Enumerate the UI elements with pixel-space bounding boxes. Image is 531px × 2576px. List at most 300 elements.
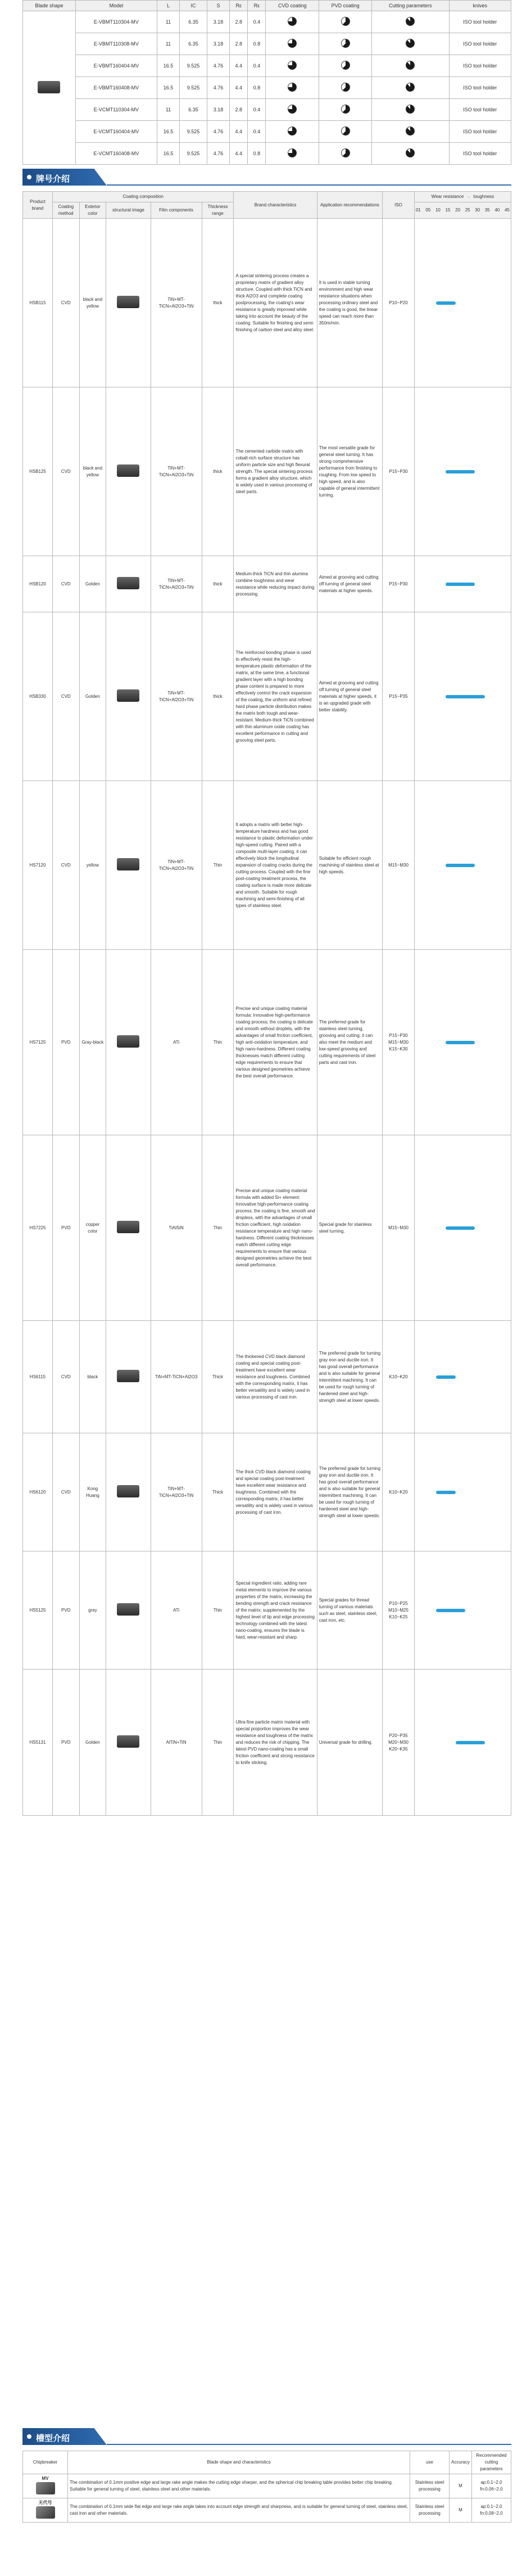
- chipbreaker-image: [36, 2482, 55, 2494]
- characteristics-cell: Precise and unique coating material formula: Innovative high-performance coating process; the coating is delicate and smooth without droplets, with the advantages of small friction coefficient, high anti-oxidation temperature, and high nano-hardness. Different coating thicknesses match different cutting edge requirements to ensure that various designed geometries achieve the best overall performance.: [234, 950, 317, 1135]
- iso-cell: P15~P35: [383, 612, 415, 781]
- knives-cell: ISO tool holder: [449, 55, 511, 77]
- wear-cell: [414, 219, 511, 387]
- thickness-cell: Thin: [202, 1135, 234, 1321]
- structure-image: [106, 1551, 151, 1670]
- method-cell: CVD: [52, 556, 79, 612]
- structure-image-swatch: [117, 296, 139, 308]
- coating-pie-icon: [288, 148, 297, 157]
- characteristics-cell: A special sintering process creates a proprietary matrix of gradient alloy structure. Coupled with thick TiCN and thick Al2O3 and complete coating postprocessing, the coating's wear resistance is greatly improved while taking into account the beauty of the coating. Suitable for finishing and semi-finishing of carbon steel and alloy steel.: [234, 219, 317, 387]
- l-cell: 16.5: [157, 143, 179, 165]
- structure-image-swatch: [117, 1735, 139, 1748]
- model-cell[interactable]: E-VCMT110304-MV: [75, 99, 157, 121]
- cvd-cell: [266, 77, 319, 99]
- color-cell: Golden: [79, 1670, 106, 1816]
- wear-scale: [414, 202, 511, 219]
- brand-cell: HSB120: [23, 556, 53, 612]
- knives-cell: ISO tool holder: [449, 11, 511, 33]
- chipbreaker-cell: [23, 2474, 68, 2498]
- structure-image: [106, 1135, 151, 1321]
- s-cell: 4.76: [207, 121, 229, 143]
- cvd-cell: [266, 33, 319, 55]
- re-cell: 0.8: [248, 143, 266, 165]
- table-row: [23, 11, 511, 33]
- coating-pie-icon: [341, 61, 350, 70]
- accuracy-cell: M: [450, 2498, 472, 2523]
- grades-table: [22, 191, 511, 1816]
- structure-image-swatch: [117, 464, 139, 477]
- l-cell: 16.5: [157, 55, 179, 77]
- table-row: [23, 143, 511, 165]
- wear-range: [416, 1608, 509, 1613]
- knives-cell: ISO tool holder: [449, 99, 511, 121]
- table-row: [23, 1135, 511, 1321]
- re-cell: 0.4: [248, 121, 266, 143]
- scale-tick: 30: [475, 207, 480, 213]
- scale-tick: 01: [415, 207, 421, 213]
- r-cell: 2.8: [230, 99, 248, 121]
- characteristics-cell: It adopts a matrix with better high-temperature hardness and has good resistance to plastic deformation under high-speed cutting. Paired with a composite multi-layer coating, it can effectively block the longitudinal expansion of coating cracks during the cutting process. Coupled with the fine post-coating treatment process, the coating surface is made more delicate and smooth. Suitable for rough machining and semi-finishing of all types of stainless steel.: [234, 781, 317, 950]
- structure-image-swatch: [117, 689, 139, 702]
- re-cell: 0.4: [248, 11, 266, 33]
- thickness-cell: Thin: [202, 1551, 234, 1670]
- chipbreaker-name: 无代号: [38, 2500, 52, 2505]
- table-header-row: [23, 1, 511, 11]
- col-shape: Blade shape and characteristics: [68, 2451, 410, 2474]
- section-header-grades: [22, 169, 511, 186]
- pvd-cell: [319, 77, 372, 99]
- wear-range: [416, 1490, 509, 1495]
- col-product-brand: Product brand: [23, 192, 53, 219]
- thickness-cell: thick: [202, 612, 234, 781]
- brand-cell: HS6115: [23, 1321, 53, 1433]
- bullet-icon: [27, 2434, 31, 2439]
- r-cell: 4.4: [230, 121, 248, 143]
- cvd-cell: [266, 55, 319, 77]
- thickness-cell: Thin: [202, 781, 234, 950]
- blade-shape-image: [23, 11, 76, 165]
- use-cell: Stainless steel processing: [410, 2498, 450, 2523]
- pvd-cell: [319, 11, 372, 33]
- application-cell: Aimed at grooving and cutting off turning of general steel materials at higher speeds.: [317, 556, 382, 612]
- col-chipbreaker: Chipbreaker: [23, 2451, 68, 2474]
- film-cell: TiAlSiN: [151, 1135, 202, 1321]
- color-cell: grey: [79, 1551, 106, 1670]
- cvd-cell: [266, 11, 319, 33]
- table-row: [23, 1321, 511, 1433]
- film-cell: TiN+MT-TiCN+Al2O3+TiN: [151, 387, 202, 556]
- structure-image-swatch: [117, 1485, 139, 1497]
- film-cell: TiN+MT-TiCN+Al2O3+TiN: [151, 781, 202, 950]
- characteristics-cell: Ultra-fine particle matrix material with special proportion improves the wear resistance and toughness of the matrix and reduces the risk of chipping. The latest PVD nano-coating has a small friction coefficient and strong resistance to knife sticking.: [234, 1670, 317, 1816]
- application-cell: The preferred grade for turning gray iron and ductile iron. It has good overall performance and is also suitable for general intermittent machining. It can be used for rough turning of hardened steel and high-strength steel at lower speeds.: [317, 1321, 382, 1433]
- insert-models-table: [22, 0, 511, 165]
- table-row: [23, 950, 511, 1135]
- structure-image: [106, 219, 151, 387]
- iso-cell: P10~P20: [383, 219, 415, 387]
- color-cell: Kong Huang: [79, 1433, 106, 1551]
- col-params: Cutting parameters: [372, 1, 450, 11]
- s-cell: 4.76: [207, 143, 229, 165]
- film-cell: TiN+MT-TiCN+Al2O3+TiN: [151, 1433, 202, 1551]
- color-cell: black and yellow: [79, 387, 106, 556]
- color-cell: yellow: [79, 781, 106, 950]
- wear-range-bar: [446, 695, 485, 698]
- insert-image: [38, 81, 60, 93]
- wear-cell: [414, 781, 511, 950]
- method-cell: CVD: [52, 219, 79, 387]
- structure-image: [106, 556, 151, 612]
- structure-image: [106, 781, 151, 950]
- re-cell: 0.8: [248, 77, 266, 99]
- structure-image: [106, 950, 151, 1135]
- arrow-right-icon: →: [466, 194, 471, 199]
- coating-pie-icon: [406, 105, 415, 114]
- s-cell: 3.18: [207, 99, 229, 121]
- brand-cell: HS7225: [23, 1135, 53, 1321]
- col-l: L: [157, 1, 179, 11]
- wear-cell: [414, 387, 511, 556]
- thickness-cell: thick: [202, 556, 234, 612]
- structure-image: [106, 1670, 151, 1816]
- scale-tick: 45: [505, 207, 510, 213]
- color-cell: black and yellow: [79, 219, 106, 387]
- wear-cell: [414, 950, 511, 1135]
- method-cell: PVD: [52, 950, 79, 1135]
- col-structural-image: structural image: [106, 202, 151, 219]
- iso-cell: P20~P35 M20~M30 K20~K35: [383, 1670, 415, 1816]
- table-row: [23, 2498, 511, 2523]
- pvd-cell: [319, 55, 372, 77]
- wear-resistance-label: Wear resistance: [431, 194, 464, 199]
- model-cell[interactable]: E-VBMT160408-MV: [75, 77, 157, 99]
- scale-tick: 20: [455, 207, 461, 213]
- table-row: [23, 55, 511, 77]
- brand-cell: HSB115: [23, 219, 53, 387]
- chipbreaker-name: MV: [42, 2476, 49, 2481]
- wear-cell: [414, 1670, 511, 1816]
- film-cell: TiN+MT-TiCN+Al2O3: [151, 1321, 202, 1433]
- application-cell: The preferred grade for turning gray iron and ductile iron. It has good overall performance and is also suitable for general intermittent machining. It can be used for rough turning of hardened steel and high-strength steel at lower speeds.: [317, 1433, 382, 1551]
- scale-tick: 10: [435, 207, 441, 213]
- coating-pie-icon: [288, 39, 297, 48]
- table-row: [23, 1433, 511, 1551]
- structure-image: [106, 387, 151, 556]
- scale-tick: 25: [465, 207, 470, 213]
- iso-cell: P15~P30 M15~M30 K15~K30: [383, 950, 415, 1135]
- wear-range-bar: [446, 1041, 475, 1044]
- coating-pie-icon: [406, 83, 415, 92]
- table-header-row: [23, 192, 511, 202]
- wear-cell: [414, 1551, 511, 1670]
- wear-range: [416, 470, 509, 474]
- table-row: [23, 556, 511, 612]
- method-cell: CVD: [52, 387, 79, 556]
- application-cell: Suitable for efficient rough machining of stainless steel at high speeds.: [317, 781, 382, 950]
- thickness-cell: Thin: [202, 950, 234, 1135]
- wear-range-bar: [446, 864, 475, 867]
- characteristics-cell: Special ingredient ratio, adding rare metal elements to improve the various properties of the matrix, increasing the bending strength and crack resistance of the matrix; supplemented by the highest level of tip and edge processing technology combined with the latest nano-coating, ensures the blade is hard, wear-resistant and sharp.: [234, 1551, 317, 1670]
- wear-cell: [414, 612, 511, 781]
- table-row: [23, 1670, 511, 1816]
- coating-pie-icon: [406, 127, 415, 136]
- ic-cell: 9.525: [180, 77, 207, 99]
- characteristics-cell: The reinforced bonding phase is used to effectively resist the high-temperature plastic deformation of the matrix, at the same time, a functional gradient layer with a high bonding phase content is prepared to more effectively control the crack expansion of the coating, the uniform and refined hard phase particle distribution makes the matrix both tough and wear-resistant. Medium-thick TiCN combined with thin aluminum oxide coating has excellent performance in cutting and grooving steel parts.: [234, 612, 317, 781]
- col-re: Rε: [248, 1, 266, 11]
- col-film-components: Film components: [151, 202, 202, 219]
- thickness-cell: Thick: [202, 1321, 234, 1433]
- params-cell: [372, 143, 450, 165]
- table-row: [23, 219, 511, 387]
- r-cell: 4.4: [230, 143, 248, 165]
- knives-cell: ISO tool holder: [449, 77, 511, 99]
- wear-range: [416, 1375, 509, 1379]
- wear-range-bar: [446, 583, 475, 586]
- model-cell[interactable]: E-VBMT110304-MV: [75, 11, 157, 33]
- method-cell: PVD: [52, 1551, 79, 1670]
- ic-cell: 6.35: [180, 11, 207, 33]
- ic-cell: 6.35: [180, 33, 207, 55]
- chipbreaker-cell: [23, 2498, 68, 2523]
- pvd-cell: [319, 99, 372, 121]
- application-cell: It is used in stable turning environment and high wear resistance situations when processing ordinary steel and the coating is good, the linear speed can reach more than 350m/min.: [317, 219, 382, 387]
- wear-range-bar: [446, 470, 475, 473]
- coating-pie-icon: [341, 17, 350, 26]
- iso-cell: M15~M30: [383, 1135, 415, 1321]
- table-row: [23, 33, 511, 55]
- color-cell: Golden: [79, 556, 106, 612]
- coating-pie-icon: [341, 127, 350, 136]
- ic-cell: 9.525: [180, 121, 207, 143]
- col-thickness-range: Thickness range: [202, 202, 234, 219]
- structure-image: [106, 612, 151, 781]
- wear-range: [416, 694, 509, 699]
- r-cell: 4.4: [230, 55, 248, 77]
- coating-pie-icon: [341, 105, 350, 114]
- characteristics-cell: The cemented carbide matrix with cobalt-rich surface structure has uniform particle size and high flexural strength. The special sintering process forms a gradient alloy structure, which is widely used in various processing of steel parts.: [234, 387, 317, 556]
- table-header-row: [23, 2451, 511, 2474]
- wear-range-bar: [436, 301, 456, 305]
- params-cell: [372, 121, 450, 143]
- s-cell: 4.76: [207, 77, 229, 99]
- table-row: [23, 121, 511, 143]
- col-s: S: [207, 1, 229, 11]
- col-model: Model: [75, 1, 157, 11]
- table-row: [23, 781, 511, 950]
- color-cell: black: [79, 1321, 106, 1433]
- iso-cell: P15~P30: [383, 556, 415, 612]
- method-cell: CVD: [52, 1433, 79, 1551]
- pvd-cell: [319, 33, 372, 55]
- thickness-cell: thick: [202, 387, 234, 556]
- col-wear-resistance: [414, 192, 511, 202]
- chipbreaker-image: [36, 2506, 55, 2519]
- characteristics-cell: Medium-thick TiCN and thin alumina combine toughness and wear resistance while reducing impact during processing.: [234, 556, 317, 612]
- characteristics-cell: The thickened CVD black diamond coating and special coating post-treatment have excellent wear resistance and toughness. Combined with the corresponding matrix, it has better versatility and is widely used in various processing of cast iron.: [234, 1321, 317, 1433]
- knives-cell: ISO tool holder: [449, 121, 511, 143]
- color-cell: Golden: [79, 612, 106, 781]
- table-row: [23, 77, 511, 99]
- chipbreaker-desc: The combination of 0.1mm positive edge and large rake angle makes the cutting edge sharper, and the spherical chip breaking table provides better chip breaking. Suitable for general turning of steel, stainless steel and other materials.: [68, 2474, 410, 2498]
- section-title: 槽型介绍: [36, 2434, 70, 2443]
- coating-pie-icon: [406, 17, 415, 26]
- table-row: [23, 387, 511, 556]
- structure-image: [106, 1433, 151, 1551]
- table-row: [23, 99, 511, 121]
- model-cell[interactable]: E-VBMT160404-MV: [75, 55, 157, 77]
- scale-tick: 15: [445, 207, 451, 213]
- col-r: Rε: [230, 1, 248, 11]
- wear-cell: [414, 556, 511, 612]
- wear-cell: [414, 1135, 511, 1321]
- method-cell: CVD: [52, 612, 79, 781]
- section-title: 牌号介绍: [36, 174, 70, 184]
- brand-cell: HS5131: [23, 1670, 53, 1816]
- re-cell: 0.4: [248, 99, 266, 121]
- coating-pie-icon: [406, 148, 415, 157]
- col-exterior-color: Exterior color: [79, 202, 106, 219]
- structure-image-swatch: [117, 1035, 139, 1048]
- s-cell: 4.76: [207, 55, 229, 77]
- coating-pie-icon: [288, 105, 297, 114]
- application-cell: The most versatile grade for general steel turning. It has strong comprehensive performance from finishing to roughing. From low speed to high speed, and is also capable of general intermittent turning.: [317, 387, 382, 556]
- application-cell: Universal grade for drilling.: [317, 1670, 382, 1816]
- cvd-cell: [266, 121, 319, 143]
- col-coating-method: Coating method: [52, 202, 79, 219]
- color-cell: copper color: [79, 1135, 106, 1321]
- ic-cell: 9.525: [180, 143, 207, 165]
- film-cell: ATi: [151, 1551, 202, 1670]
- col-accuracy: Accuracy: [450, 2451, 472, 2474]
- col-iso: ISO: [383, 192, 415, 219]
- coating-pie-icon: [341, 148, 350, 157]
- scale-tick: 05: [425, 207, 431, 213]
- grade-rows: [23, 219, 511, 1816]
- chipbreaker-desc: The combination of 0.1mm wide flat edge and large rake angle takes into account edge strength and sharpness, and is suitable for general turning of steel, stainless steel, cast iron and other materials.: [68, 2498, 410, 2523]
- thickness-cell: Thin: [202, 1670, 234, 1816]
- coating-pie-icon: [288, 83, 297, 92]
- film-cell: AlTiN+TiN: [151, 1670, 202, 1816]
- coating-pie-icon: [288, 127, 297, 136]
- structure-image-swatch: [117, 1603, 139, 1616]
- knives-cell: ISO tool holder: [449, 143, 511, 165]
- cvd-cell: [266, 143, 319, 165]
- table-row: [23, 612, 511, 781]
- brand-cell: HSB125: [23, 387, 53, 556]
- wear-range: [416, 1226, 509, 1230]
- cvd-cell: [266, 99, 319, 121]
- params-cell: [372, 99, 450, 121]
- method-cell: CVD: [52, 1321, 79, 1433]
- application-cell: The preferred grade for stainless steel turning, grooving and cutting; it can also meet the medium and low-speed grooving and cutting requirements of steel parts and cast iron.: [317, 950, 382, 1135]
- model-cell[interactable]: E-VCMT160408-MV: [75, 143, 157, 165]
- params-cell: [372, 33, 450, 55]
- ic-cell: 9.525: [180, 55, 207, 77]
- film-cell: TiN+MT-TiCN+Al2O3+TiN: [151, 219, 202, 387]
- table-row: [23, 2474, 511, 2498]
- wear-range-bar: [436, 1609, 465, 1612]
- application-cell: Aimed at grooving and cutting off turning of general steel materials at higher speeds, it is an upgraded grade with better stability.: [317, 612, 382, 781]
- accuracy-cell: M: [450, 2474, 472, 2498]
- r-cell: 2.8: [230, 11, 248, 33]
- params-cell: [372, 55, 450, 77]
- method-cell: CVD: [52, 781, 79, 950]
- l-cell: 16.5: [157, 77, 179, 99]
- coating-pie-icon: [288, 17, 297, 26]
- ic-cell: 6.35: [180, 99, 207, 121]
- l-cell: 16.5: [157, 121, 179, 143]
- re-cell: 0.8: [248, 33, 266, 55]
- col-ic: IC: [180, 1, 207, 11]
- table-row: [23, 1551, 511, 1670]
- r-cell: 2.8: [230, 33, 248, 55]
- coating-pie-icon: [406, 39, 415, 48]
- pvd-cell: [319, 143, 372, 165]
- film-cell: TiN+MT-TiCN+Al2O3+TiN: [151, 556, 202, 612]
- chipbreaker-table: [22, 2451, 511, 2523]
- col-blade-shape: Blade shape: [23, 1, 76, 11]
- thickness-cell: Thick: [202, 1433, 234, 1551]
- application-cell: Special grades for thread turning of various materials such as steel, stainless steel, cast iron, etc.: [317, 1551, 382, 1670]
- col-use: use: [410, 2451, 450, 2474]
- method-cell: PVD: [52, 1670, 79, 1816]
- col-params: Recommended cutting parameters: [472, 2451, 511, 2474]
- coating-pie-icon: [288, 61, 297, 70]
- params-cell: ap:0.1~2.0 fn:0.06~2.0: [472, 2474, 511, 2498]
- brand-cell: HS6120: [23, 1433, 53, 1551]
- wear-range: [416, 863, 509, 868]
- bullet-icon: [27, 175, 31, 179]
- l-cell: 11: [157, 11, 179, 33]
- scale-tick: 35: [484, 207, 490, 213]
- brand-cell: HSB330: [23, 612, 53, 781]
- wear-range: [416, 1040, 509, 1045]
- col-knives: knives: [449, 1, 511, 11]
- wear-range: [416, 301, 509, 305]
- application-cell: Special grade for stainless steel turning.: [317, 1135, 382, 1321]
- s-cell: 3.18: [207, 11, 229, 33]
- section-header-chipbreakers: [22, 2428, 511, 2445]
- col-application: Application recommendations: [317, 192, 382, 219]
- wear-cell: [414, 1433, 511, 1551]
- re-cell: 0.4: [248, 55, 266, 77]
- coating-pie-icon: [341, 83, 350, 92]
- iso-cell: P15~P30: [383, 387, 415, 556]
- brand-cell: HS7120: [23, 781, 53, 950]
- toughness-label: toughness: [473, 194, 494, 199]
- col-pvd: PVD coating: [319, 1, 372, 11]
- model-cell[interactable]: E-VCMT160404-MV: [75, 121, 157, 143]
- characteristics-cell: The thick CVD black diamond coating and special coating post-treatment have excellent wear resistance and toughness. Combined with the corresponding matrix, it has better versatility and is widely used in various processing of cast iron.: [234, 1433, 317, 1551]
- col-coating-composition: Coating composition: [52, 192, 234, 202]
- wear-range-bar: [446, 1226, 475, 1230]
- l-cell: 11: [157, 33, 179, 55]
- params-cell: [372, 77, 450, 99]
- use-cell: Stainless steel processing: [410, 2474, 450, 2498]
- structure-image-swatch: [117, 1221, 139, 1233]
- iso-cell: M15~M30: [383, 781, 415, 950]
- method-cell: PVD: [52, 1135, 79, 1321]
- coating-pie-icon: [341, 39, 350, 48]
- brand-cell: HS7125: [23, 950, 53, 1135]
- params-cell: [372, 11, 450, 33]
- film-cell: TiN+MT-TiCN+Al2O3+TiN: [151, 612, 202, 781]
- brand-cell: HS5125: [23, 1551, 53, 1670]
- structure-image: [106, 1321, 151, 1433]
- structure-image-swatch: [117, 577, 139, 589]
- col-brand-characteristics: Brand characteristics: [234, 192, 317, 219]
- model-cell[interactable]: E-VBMT110308-MV: [75, 33, 157, 55]
